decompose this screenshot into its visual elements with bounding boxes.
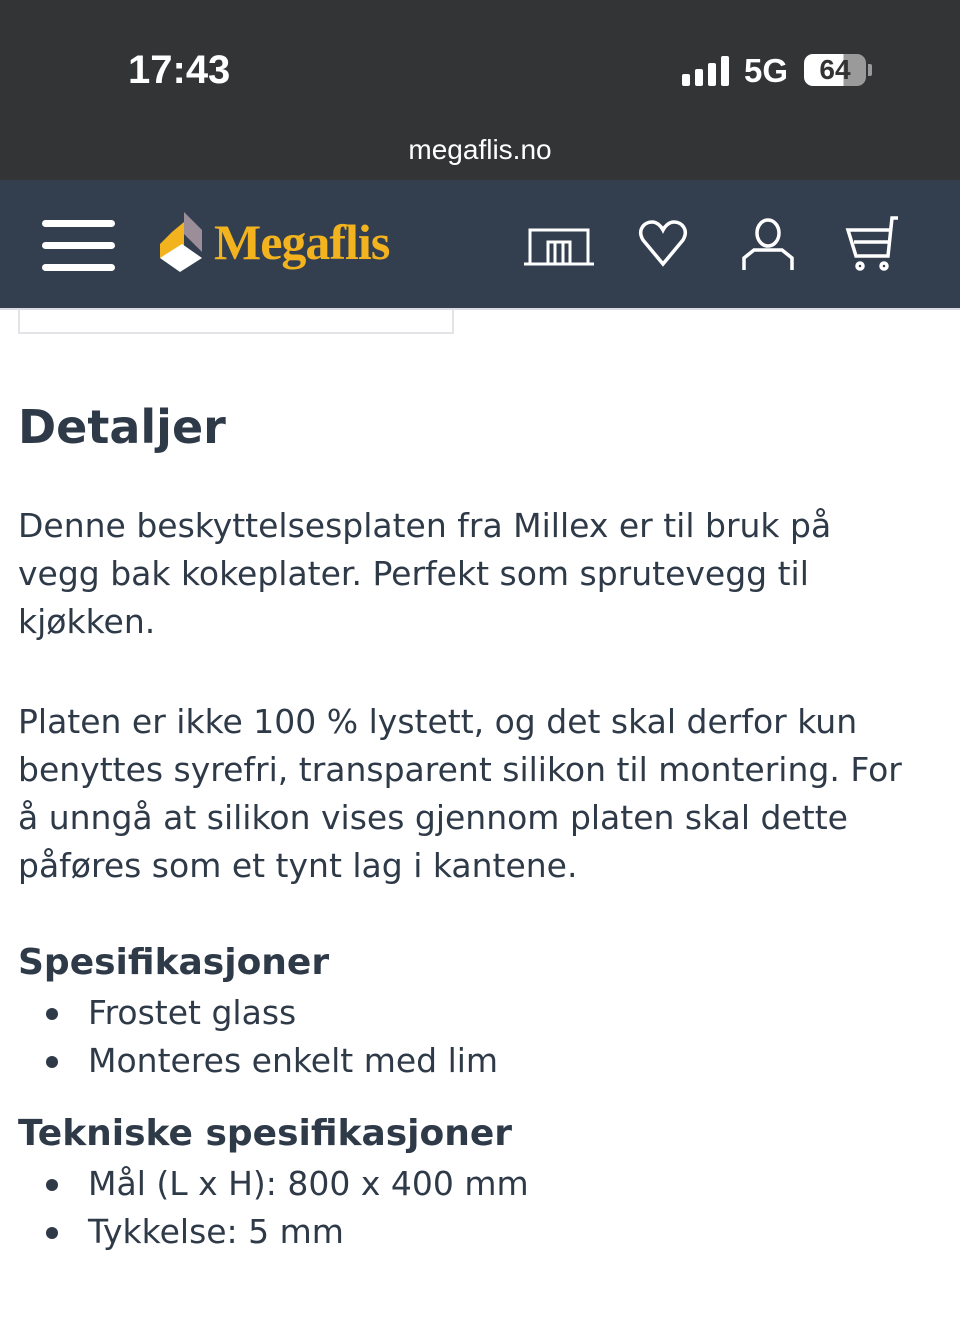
description-paragraph: Denne beskyttelsesplaten fra Millex er til bruk på vegg bak kokeplater. Perfekt som sprutevegg til kjøkken. — [18, 506, 832, 641]
specs-list — [18, 989, 918, 1085]
product-details — [18, 400, 918, 1284]
description-paragraph: Platen er ikke 100 % lystett, og det skal derfor kun benyttes syrefri, transparent silikon til montering. For å unngå at silikon vises gjennom platen skal dette påføres som et tynt lag i kantene. — [18, 702, 902, 885]
tech-specs-heading: Tekniske spesifikasjoner — [18, 1113, 513, 1154]
menu-icon[interactable] — [42, 220, 115, 286]
battery-icon: 64 — [804, 54, 866, 86]
list-item: Mål (L x H): 800 x 400 mm — [18, 1160, 918, 1208]
list-item: Frostet glass — [18, 989, 918, 1037]
details-heading: Detaljer — [18, 400, 226, 454]
url-bar[interactable]: megaflis.no — [408, 134, 552, 165]
specs-heading: Spesifikasjoner — [18, 942, 330, 983]
brand-logo[interactable] — [158, 212, 389, 272]
store-icon[interactable] — [524, 226, 594, 266]
status-bar — [0, 0, 960, 180]
list-item: Tykkelse: 5 mm — [18, 1208, 918, 1256]
network-type: 5G — [744, 52, 789, 89]
image-card-bottom — [18, 310, 454, 334]
logo-mark-icon — [158, 212, 204, 272]
cart-icon[interactable] — [844, 216, 900, 272]
tech-specs-list — [18, 1160, 918, 1256]
list-item: Monteres enkelt med lim — [18, 1037, 918, 1085]
account-icon[interactable] — [742, 218, 794, 272]
site-header — [0, 180, 960, 310]
clock: 17:43 — [128, 48, 231, 92]
brand-name: Megaflis — [214, 214, 390, 270]
heart-icon[interactable] — [638, 220, 688, 268]
signal-icon — [682, 56, 729, 86]
battery-cap — [868, 64, 872, 76]
